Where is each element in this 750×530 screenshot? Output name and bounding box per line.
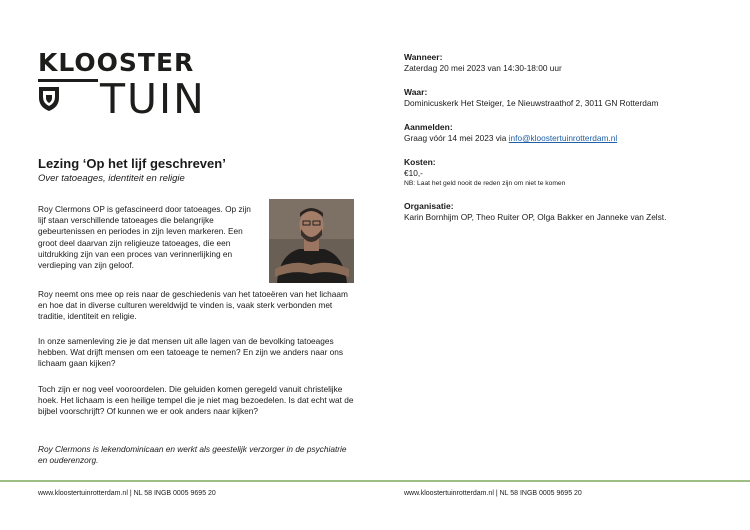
detail-register	[404, 122, 734, 144]
cost-note: NB: Laat het geld nooit de reden zijn om niet te komen	[404, 180, 566, 187]
org-label: Organisatie:	[404, 201, 454, 211]
detail-when	[404, 52, 734, 74]
register-email-link[interactable]: info@kloostertuinrotterdam.nl	[508, 133, 618, 143]
event-details	[404, 52, 734, 236]
kloostertuin-logo	[38, 48, 208, 123]
shield-icon	[38, 86, 60, 112]
register-prefix: Graag vóór 14 mei 2023 via	[404, 133, 509, 143]
event-description	[38, 156, 358, 466]
logo-divider	[38, 79, 98, 82]
speaker-photo	[269, 199, 354, 283]
paragraph-prejudice: Toch zijn er nog veel vooroordelen. Die geluiden komen geregeld vanuit christelijke hoek. Het lichaam is een heilige tempel die je niet mag bezoedelen. Is dat echt wat de bijbel voorschrijft? Of kunnen we er ook anders naar kijken?	[38, 384, 354, 417]
footer-divider	[0, 480, 750, 482]
where-value: Dominicuskerk Het Steiger, 1e Nieuwstraathof 2, 3011 GN Rotterdam	[404, 98, 659, 108]
register-value	[404, 133, 734, 144]
where-label: Waar:	[404, 87, 428, 97]
cost-label: Kosten:	[404, 157, 436, 167]
register-label: Aanmelden:	[404, 122, 453, 132]
event-title: Lezing ‘Op het lijf geschreven’	[38, 156, 226, 171]
logo-word-klooster: KLOOSTER	[38, 48, 195, 77]
when-label: Wanneer:	[404, 52, 443, 62]
paragraph-intro: Roy Clermons OP is gefascineerd door tatoeages. Op zijn lijf staan verschillende tatoeages die belangrijke gebeurtenissen en periodes in zijn leven markeren. Een groot deel daarvan zijn religieuze tatoeages, die een uitdrukking zijn van een proces van verinnerlijking en verdieping van zijn geloof.	[38, 204, 251, 271]
detail-organisation	[404, 201, 734, 223]
cost-value: €10,-	[404, 168, 423, 178]
paragraph-history: Roy neemt ons mee op reis naar de geschiedenis van het tatoeëren van het lichaam en hoe dat in diverse culturen wereldwijd te vinden is, vaak sterk verbonden met traditie, identiteit en religie.	[38, 289, 348, 322]
speaker-bio: Roy Clermons is lekendominicaan en werkt als geestelijk verzorger in de psychiatrie en ouderenzorg.	[38, 444, 347, 466]
detail-cost	[404, 157, 734, 188]
footer-left: www.kloostertuinrotterdam.nl | NL 58 INGB 0005 9695 20	[38, 490, 216, 497]
footer-right: www.kloostertuinrotterdam.nl | NL 58 INGB 0005 9695 20	[404, 490, 582, 497]
paragraph-society: In onze samenleving zie je dat mensen uit alle lagen van de bevolking tatoeages hebben. Wat drijft mensen om een tatoeage te nemen? En zijn we anders naar ons lichaam gaan kijken?	[38, 336, 344, 369]
detail-where	[404, 87, 734, 109]
when-value: Zaterdag 20 mei 2023 van 14:30-18:00 uur	[404, 63, 562, 73]
org-value: Karin Bornhijm OP, Theo Ruiter OP, Olga Bakker en Janneke van Zelst.	[404, 212, 667, 222]
logo-word-tuin: TUIN	[100, 75, 206, 123]
event-subtitle: Over tatoeages, identiteit en religie	[38, 173, 185, 184]
